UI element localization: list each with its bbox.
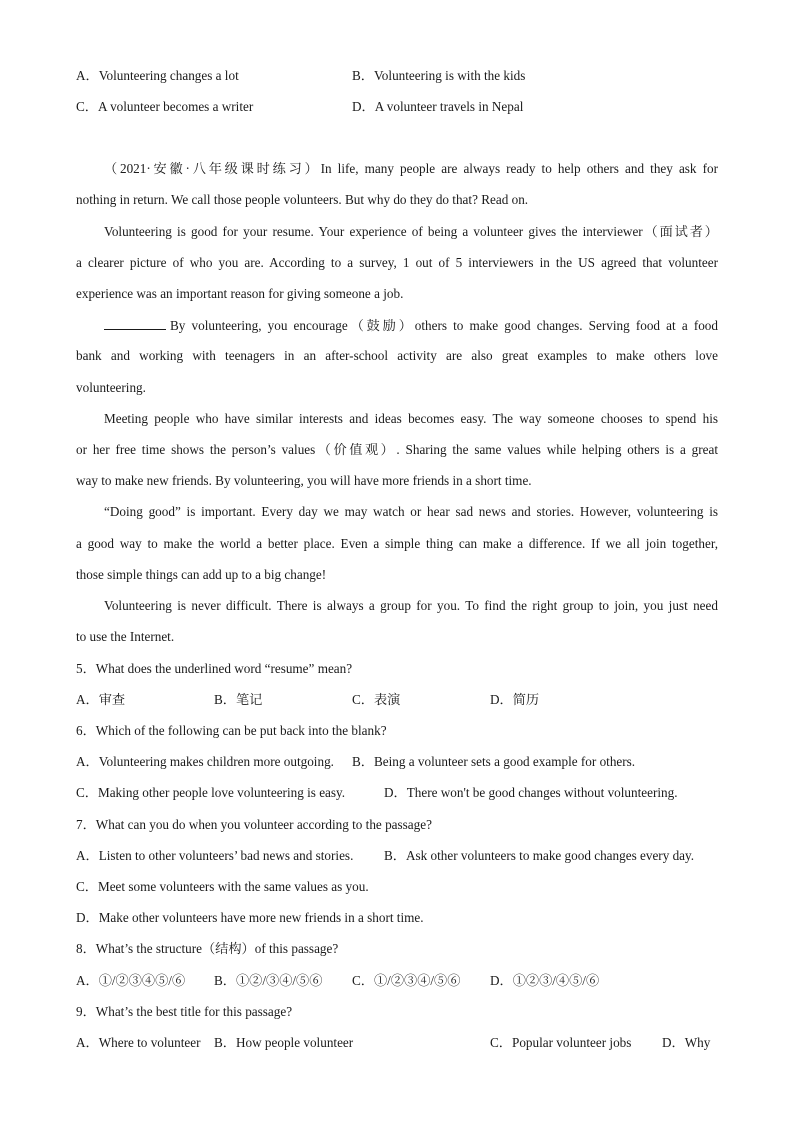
question-6-option-a[interactable]: A．Volunteering makes children more outgoing.	[76, 754, 334, 769]
question-7-option-c[interactable]: C．Meet some volunteers with the same values as you.	[76, 879, 369, 894]
passage-line: those simple things can add up to a big change!	[76, 567, 327, 582]
question-5-stem: 5．What does the underlined word “resume” mean?	[76, 661, 353, 676]
question-6-option-b[interactable]: B．Being a volunteer sets a good example for others.	[352, 754, 636, 769]
passage-line: volunteering.	[76, 380, 146, 395]
passage-line: way to make new friends. By volunteering, you will have more friends in a short time.	[76, 473, 532, 488]
question-8-option-b[interactable]: B．①②/③④/⑤⑥	[214, 973, 323, 988]
question-9-stem: 9．What’s the best title for this passage?	[76, 1004, 293, 1019]
question-7-option-a[interactable]: A．Listen to other volunteers’ bad news and stories.	[76, 848, 354, 863]
question-6-stem: 6．Which of the following can be put back into the blank?	[76, 723, 387, 738]
passage-line: （2021·安徽·八年级课时练习）In life, many people are always ready to help others and they ask for	[104, 161, 718, 176]
passage-line: nothing in return. We call those people volunteers. But why do they do that? Read on.	[76, 192, 529, 207]
question-5-option-a[interactable]: A．审查	[76, 692, 126, 707]
passage-line: bank and working with teenagers in an after-school activity are also great examples to make others love	[76, 348, 718, 363]
answer-blank	[104, 317, 166, 330]
prev-option-a: A．Volunteering changes a lot	[76, 68, 239, 83]
passage-line-with-blank	[104, 317, 718, 334]
prev-option-d: D．A volunteer travels in Nepal	[352, 99, 524, 114]
passage-line: a clearer picture of who you are. According to a survey, 1 out of 5 interviewers in the US agreed that volunteer	[76, 255, 718, 270]
question-8-option-d[interactable]: D．①②③/④⑤/⑥	[490, 973, 600, 988]
question-5-option-d[interactable]: D．简历	[490, 692, 540, 707]
question-6-option-c[interactable]: C．Making other people love volunteering is easy.	[76, 785, 346, 800]
question-5-option-b[interactable]: B．笔记	[214, 692, 263, 707]
passage-line: Volunteering is good for your resume. Your experience of being a volunteer gives the interviewer（面试者）	[104, 224, 718, 239]
question-7-stem: 7．What can you do when you volunteer according to the passage?	[76, 817, 432, 832]
passage-line: or her free time shows the person’s values（价值观）. Sharing the same values while helping others is a great	[76, 442, 718, 457]
question-8-stem: 8．What’s the structure（结构）of this passage?	[76, 941, 339, 956]
prev-option-b: B．Volunteering is with the kids	[352, 68, 526, 83]
passage-line: Volunteering is never difficult. There is always a group for you. To find the right group to join, you just need	[104, 598, 718, 613]
passage-text: By volunteering, you encourage（鼓励）others to make good changes. Serving food at a food	[170, 318, 718, 333]
question-9-option-a[interactable]: A．Where to volunteer	[76, 1035, 201, 1050]
passage-line: Meeting people who have similar interests and ideas becomes easy. The way someone chooses to spend his	[104, 411, 718, 426]
question-8-option-c[interactable]: C．①/②③④/⑤⑥	[352, 973, 461, 988]
question-9-option-c[interactable]: C．Popular volunteer jobs	[490, 1035, 632, 1050]
question-5-option-c[interactable]: C．表演	[352, 692, 401, 707]
passage-line: “Doing good” is important. Every day we may watch or hear sad news and stories. However, volunteering is	[104, 504, 718, 519]
passage-line: to use the Internet.	[76, 629, 175, 644]
passage-line: a good way to make the world a better place. Even a simple thing can make a difference. If we all join together,	[76, 536, 718, 551]
question-6-option-d[interactable]: D．There won't be good changes without volunteering.	[384, 785, 678, 800]
question-9-option-d[interactable]: D．Why	[662, 1035, 711, 1050]
question-7-option-d[interactable]: D．Make other volunteers have more new friends in a short time.	[76, 910, 424, 925]
question-9-option-b[interactable]: B．How people volunteer	[214, 1035, 354, 1050]
passage-line: experience was an important reason for giving someone a job.	[76, 286, 404, 301]
prev-option-c: C．A volunteer becomes a writer	[76, 99, 254, 114]
question-8-option-a[interactable]: A．①/②③④⑤/⑥	[76, 973, 186, 988]
question-7-option-b[interactable]: B．Ask other volunteers to make good changes every day.	[384, 848, 695, 863]
